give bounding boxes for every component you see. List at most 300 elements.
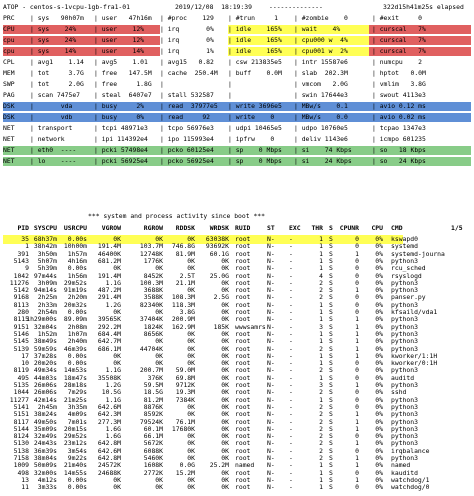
cell-ruid: root [235,293,251,302]
metric-value: | csw 213835e5 [228,58,282,66]
metric-value: | read 37977e5 [160,102,218,110]
cell-thr: 2 [319,278,323,287]
metric-value: | #zombie 0 [294,14,348,22]
metric-label: NET [3,135,15,143]
cell-cpu: 0% [375,395,383,404]
metric-value: | irq 0% [160,25,214,33]
cell-s: S [329,366,333,375]
cell-cpunr: 0 [355,446,359,455]
cell-rgrow: 5460K [143,454,163,462]
cell-wrdsk: 185K [213,322,229,331]
cell-pid: 5142 [13,286,29,295]
cell-cpu: 0% [375,264,383,273]
cell-syscpu: 59m59s [33,344,57,353]
cell-rddsk: 746.8G [171,242,195,251]
column-header-rddsk: RDDSK [175,224,195,232]
cell-cpunr: 0 [355,388,359,397]
cell-thr: 2 [319,388,323,397]
cell-cpunr: 1 [355,337,359,346]
cell-cmd: systemd-journa [391,249,445,258]
cell-syscpu: 20m20s [33,359,57,368]
cell-cmd: python3 [391,395,418,404]
metric-row-dsk [3,113,471,122]
cell-ruid: root [235,424,251,433]
cell-exc: - [289,242,293,251]
metric-value: | cache 250.4M [160,69,218,77]
cell-wrdsk: 0K [221,366,229,375]
metric-value: | icmpo 601235 [372,135,426,143]
cell-s: S [329,359,333,368]
cell-syscpu: 38m04s [33,454,57,462]
cell-cpunr: 0 [355,264,359,273]
cell-syscpu: 2h25m [37,293,57,302]
cell-cpunr: 1 [355,322,359,331]
cell-vgrow: 10.5G [101,388,121,397]
metric-label: CPL [3,58,15,66]
cell-cmd: kworker/1:1H [391,351,438,360]
cell-pid: 11 [21,483,29,492]
metric-value: | user 14% [94,47,145,55]
cell-s: S [329,381,333,389]
cell-rddsk: 0K [187,432,195,441]
cell-exc: - [289,322,293,331]
cell-wrdsk: 0K [221,468,229,477]
cell-s: S [329,475,333,484]
cell-usrcpu: 29m52s [63,278,87,287]
metric-value: | #trun 1 [228,14,279,22]
cell-ruid: root [235,359,251,368]
metric-label: DSK [3,102,15,110]
cell-wrdsk: 0K [221,344,229,353]
metric-value: | #proc 129 [160,14,214,22]
cell-s: S [329,235,333,243]
cell-rddsk: 0K [187,337,195,346]
cell-rddsk: 0K [187,475,195,484]
cell-st: N- [267,286,275,295]
metric-value: | pcko 60125e4 [160,146,214,154]
cell-pid: 11276 [9,278,29,287]
cell-cmd: python3 [391,286,418,295]
table-row[interactable] [3,483,471,492]
cell-exc: - [289,373,293,382]
metric-value: | numcpu 2 [372,58,423,66]
cell-usrcpu: 3h35m [67,402,87,411]
cell-vgrow: 46400K [97,249,121,258]
cell-cmd: watchdog/0 [391,483,430,492]
cell-rddsk: 0K [187,483,195,492]
cell-pid: 5141 [13,402,29,411]
cell-cmd: rcu_sched [391,264,426,273]
cell-cpunr: 1 [355,329,359,338]
cell-vgrow: 681.2M [97,256,121,265]
cell-exc: - [289,264,293,273]
cell-s: S [329,417,333,426]
cell-s: S [329,373,333,382]
column-header-cpu: CPU [371,224,383,232]
cell-wrdsk: 93692K [205,242,229,251]
cell-cpu: 0% [375,235,383,243]
cell-syscpu: 49m34s [33,366,57,375]
cell-ruid: root [235,439,251,448]
metric-value: | avio 0.12 ms [372,102,426,110]
metric-value: | read 92 [160,113,211,121]
cell-thr: 2 [319,417,323,426]
cell-ruid: root [235,351,251,360]
cell-pid: 5144 [13,424,29,433]
cell-wrdsk: 0K [221,300,229,309]
metric-value: | pcki 57498e4 [94,146,148,154]
metric-value: | [228,80,232,88]
cell-thr: 1 [319,329,323,338]
cell-thr: 3 [319,381,323,389]
cell-cpu: 0% [375,286,383,295]
cell-cpu: 0% [375,256,383,265]
cell-rgrow: 8876K [143,402,163,411]
cell-syscpu: 3h09m [37,278,57,287]
cell-ruid: named [235,461,255,470]
metric-value: | user 12% [94,36,145,44]
cell-cmd: python3 [391,454,418,462]
metric-value: | scan 7475e7 [30,91,81,99]
cell-usrcpu: 23m12s [63,439,87,448]
metric-value: | eth0 ---- [30,146,77,154]
cell-wrdsk: 0K [221,388,229,397]
cell-wrdsk: 0K [221,439,229,448]
cell-ruid: root [235,446,251,455]
cell-cpu: 0% [375,468,383,477]
cell-cpu: 0% [375,410,383,419]
cell-s: S [329,410,333,419]
cell-usrcpu: 46m39s [63,344,87,353]
metric-value: | write 0 [228,113,275,121]
cell-wrdsk: 63038K [205,235,229,243]
cell-syscpu: 4m12s [37,475,57,484]
cell-usrcpu: 1h57m [67,249,87,258]
cell-rgrow: 6088K [143,446,163,455]
column-header-wrdsk: WRDSK [209,224,229,232]
metric-value: | vmcom 2.0G [294,80,348,88]
cell-cmd: python3 [391,322,418,331]
cell-usrcpu: 0.00s [67,475,87,484]
cell-thr: 2 [319,410,323,419]
cell-cpunr: 1 [355,439,359,448]
cell-cpunr: 0 [355,242,359,251]
cell-syscpu: 24m43s [33,439,57,448]
cell-exc: - [289,337,293,346]
cell-st: N- [267,417,275,426]
metric-value: | user 47h16m [94,14,152,22]
metric-value: | [228,91,232,99]
cell-usrcpu: 0.00s [67,235,87,243]
cell-rgrow: 44704K [139,344,163,353]
cell-usrcpu: 0.00s [67,264,87,273]
cell-exc: - [289,351,293,360]
metric-value: | idle 165% [228,47,282,55]
cell-pid: 1042 [13,271,29,280]
cell-vgrow: 191.4M [97,271,121,280]
metric-value: | so 18 Kbps [372,146,426,154]
cell-ruid: root [235,337,251,346]
cell-usrcpu: 21m25s [63,395,87,404]
cell-syscpu: 38h42m [33,242,57,251]
cell-cpu: 0% [375,439,383,448]
cell-rgrow: 8592K [143,410,163,419]
cell-rddsk: 0K [187,439,195,448]
cell-rddsk: 15.2M [175,468,195,477]
cell-exc: - [289,278,293,287]
cell-rgrow: 0K [155,483,163,492]
cell-st: N- [267,432,275,441]
cell-usrcpu: 7m29s [67,388,87,397]
cell-st: N- [267,293,275,302]
cell-thr: 1 [319,300,323,309]
metric-value: | swout 4113e3 [372,91,426,99]
cell-rddsk: 0K [187,256,195,265]
metric-row-cpu [3,36,471,45]
cell-usrcpu: 1h07m [67,329,87,338]
cell-rddsk: 162.9M [171,322,195,331]
metric-value: | steal 6407e7 [94,91,152,99]
cell-s: S [329,468,333,477]
cell-st: N- [267,337,275,346]
cell-s: S [329,293,333,302]
metric-value: | vda [30,102,73,110]
cell-st: N- [267,461,275,470]
column-header-exc: EXC [289,224,301,232]
cell-cpunr: 0 [355,395,359,404]
cell-rgrow: 3688K [143,286,163,295]
cell-cpu: 0% [375,337,383,346]
cell-thr: 1 [319,249,323,258]
cell-vgrow: 35508K [97,373,121,382]
cell-syscpu: 5h39m [37,264,57,273]
cell-exc: - [289,446,293,455]
cell-vgrow: 39565K [97,315,121,324]
metric-value: | lo ---- [30,157,77,165]
cell-pid: 8115 [13,315,29,324]
cell-pid: 1 [25,242,29,251]
cell-rgrow: 0K [155,264,163,273]
cell-s: S [329,337,333,346]
cell-rddsk: 59.0M [175,366,195,375]
cell-cmd: python3 [391,329,418,338]
cell-cpunr: 1 [355,454,359,462]
cell-syscpu: 37m28s [33,351,57,360]
cell-ruid: root [235,264,251,273]
cell-syscpu: 44m03s [33,373,57,382]
cell-cmd: systemd [391,242,418,251]
cell-ruid: root [235,454,251,462]
cell-thr: 2 [319,439,323,448]
cell-st: N- [267,300,275,309]
cell-syscpu: 3m33s [37,483,57,492]
metric-value: | wait 4% [294,25,341,33]
cell-st: N- [267,329,275,338]
cell-s: S [329,446,333,455]
cell-usrcpu: 0.00s [67,351,87,360]
cell-rddsk: 0K [187,329,195,338]
cell-thr: 1 [319,308,323,316]
cell-pid: 5135 [13,381,29,389]
cell-usrcpu: 21m40s [63,461,87,470]
cell-wrdsk: 60.1G [209,249,229,258]
cell-usrcpu: 4m09s [67,410,87,419]
cell-vgrow: 291.4M [97,293,121,302]
cell-thr: 2 [319,446,323,455]
column-header-st: ST [267,224,275,232]
metric-value: | idle 165% [228,25,282,33]
cell-thr: 1 [319,351,323,360]
cell-wrdsk: 25.0G [209,271,229,280]
cell-cpunr: 0 [355,366,359,375]
metric-value: | buff 0.0M [228,69,282,77]
cell-st: N- [267,424,275,433]
cell-exc: - [289,424,293,433]
cell-st: N- [267,388,275,397]
cell-syscpu: 26m06s [33,388,57,397]
cell-wrdsk: 0K [221,256,229,265]
cell-pid: 391 [17,249,29,258]
cell-cpunr: 1 [355,381,359,389]
cell-exc: - [289,402,293,411]
metric-value: | cpu001 w 2% [294,47,348,55]
cell-wrdsk: 0K [221,329,229,338]
cell-rgrow: 2772K [143,468,163,477]
metric-value: | user 12% [94,25,145,33]
cell-rgrow: 0K [155,337,163,346]
cell-vgrow: 292.2M [97,322,121,331]
cell-s: S [329,351,333,360]
metric-value: | network [30,135,65,143]
timestamp: 2019/12/08 18:19:39 [175,3,252,11]
cell-vgrow: 0K [113,351,121,360]
metric-value: | si 74 Kbps [294,146,352,154]
cell-syscpu: 49m50s [33,417,57,426]
cell-thr: 2 [319,424,323,433]
cell-wrdsk: 0K [221,483,229,492]
cell-ruid: root [235,308,251,316]
cell-vgrow: 0K [113,264,121,273]
cell-cpu: 0% [375,483,383,492]
cell-cpunr: 0 [355,402,359,411]
cell-st: N- [267,264,275,273]
cell-st: N- [267,373,275,382]
cell-cpunr: 1 [355,344,359,353]
cell-ruid: root [235,366,251,375]
cell-wrdsk: 0K [221,395,229,404]
metric-value: | irq 0% [160,36,214,44]
cell-pid: 9168 [13,293,29,302]
cell-rddsk: 0K [187,402,195,411]
cell-thr: 3 [319,322,323,331]
cell-rddsk: 0K [187,410,195,419]
cell-usrcpu: 91m19s [63,286,87,295]
cell-cmd: sshd [391,388,407,397]
column-header-ruid: RUID [235,224,251,232]
cell-rgrow: 60.1M [143,424,163,433]
cell-ruid: root [235,300,251,309]
cell-cpu: 0% [375,315,383,324]
cell-exc: - [289,256,293,265]
cell-vgrow: 684.4M [97,329,121,338]
metric-value: | udpi 10465e5 [228,124,282,132]
cell-wrdsk: 0K [221,278,229,287]
cell-s: S [329,308,333,316]
cell-wrdsk: 0K [221,432,229,441]
cell-exc: - [289,439,293,448]
cell-pid: 280 [17,308,29,316]
metric-label: CPU [3,25,15,33]
column-header-cpunr: CPUNR [339,224,359,232]
cell-cpu: 0% [375,359,383,368]
column-header-15: 1/5 [451,224,463,232]
metric-label: cpu [3,36,15,44]
cell-cpunr: 1 [355,475,359,484]
cell-cpu: 0% [375,432,383,441]
metric-label: NET [3,157,15,165]
cell-rddsk: 0K [187,344,195,353]
cell-rddsk: 19.3M [175,388,195,397]
cell-thr: 1 [319,256,323,265]
cell-wrdsk: 0K [221,264,229,273]
cell-ruid: root [235,417,251,426]
cell-st: N- [267,468,275,477]
metric-label: PAG [3,91,15,99]
cell-syscpu: 97m44s [33,271,57,280]
cell-ruid: root [235,468,251,477]
cell-cpu: 0% [375,366,383,375]
cell-syscpu: 2h33m [37,300,57,309]
cell-wrdsk: 25.2M [209,461,229,470]
process-table-header [3,224,471,233]
cell-syscpu: 42m14s [33,395,57,404]
cell-usrcpu: 7m01s [67,417,87,426]
metric-value: | intr 15587e6 [294,58,348,66]
cell-usrcpu: 9m22s [67,454,87,462]
cell-thr: 1 [319,264,323,273]
cell-rgrow: 0K [155,475,163,484]
cell-rgrow: 5672K [143,439,163,448]
metric-value: | pcko 56925e4 [160,157,214,165]
cell-s: S [329,322,333,331]
cell-rgrow: 0K [155,235,163,243]
cell-usrcpu: 29m52s [63,432,87,441]
cell-wrdsk: 0K [221,381,229,389]
cell-cmd: kfsaild/vda1 [391,308,438,316]
cell-pid: 5146 [13,329,29,338]
metric-value: | slab 202.3M [294,69,348,77]
cell-vgrow: 642.7M [97,337,121,346]
cell-cmd: kswapd0 [391,235,418,243]
cell-rgrow: 8452K [143,271,163,280]
cell-exc: - [289,271,293,280]
cell-ruid: root [235,242,251,251]
cell-st: N- [267,242,275,251]
cell-wrdsk: 0K [221,446,229,455]
cell-usrcpu: 14m53s [63,366,87,375]
metric-value: | write 3696e5 [228,102,282,110]
cell-pid: 8113 [13,300,29,309]
metric-value: | tot 3.7G [30,69,84,77]
cell-ruid: root [235,344,251,353]
cell-thr: 2 [319,454,323,462]
cell-wrdsk: 2.5G [213,293,229,302]
cell-wrdsk: 0K [221,475,229,484]
cell-vgrow: 642.3M [97,410,121,419]
cell-st: N- [267,351,275,360]
cell-pid: 17 [21,351,29,360]
cell-rgrow: 12748K [139,249,163,258]
